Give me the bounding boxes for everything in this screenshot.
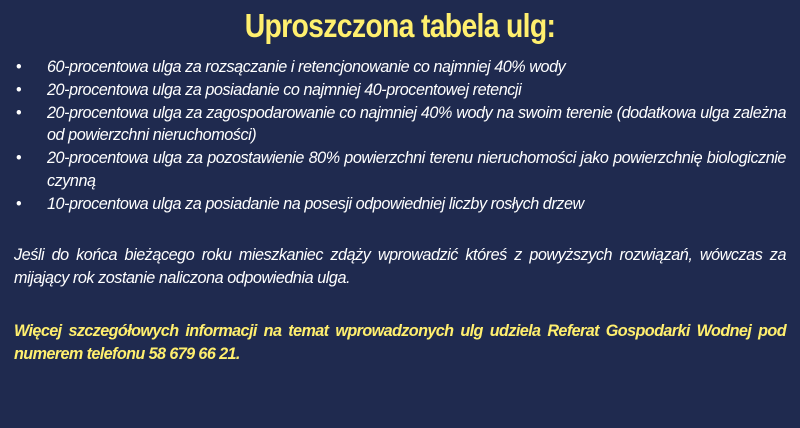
contact-note: Więcej szczegółowych informacji na temat wprowadzonych ulg udziela Referat Gospodarki Wodnej pod numerem telefonu 58 679 66 21.: [14, 321, 786, 363]
bullet-icon: •: [16, 194, 22, 213]
list-item: [14, 193, 786, 216]
list-item: [14, 56, 786, 79]
list-item-text: 10-procentowa ulga za posiadanie na posesji odpowiedniej liczby rosłych drzew: [47, 194, 584, 213]
bullet-icon: •: [16, 80, 22, 99]
list-item-text: 20-procentowa ulga za zagospodarowanie co najmniej 40% wody na swoim terenie (dodatkowa ulga zależna od powierzchni nieruchomości): [47, 103, 786, 145]
list-item-text: 60-procentowa ulga za rozsączanie i retencjonowanie co najmniej 40% wody: [47, 58, 566, 76]
bullet-icon: •: [16, 149, 22, 168]
list-item-text: 20-procentowa ulga za pozostawienie 80% powierzchni terenu nieruchomości jako powierzchnię biologicznie czynną: [47, 149, 786, 190]
relief-list: [14, 56, 786, 216]
bullet-icon: •: [16, 58, 22, 76]
list-item: [14, 79, 786, 102]
list-item-text: 20-procentowa ulga za posiadanie co najmniej 40-procentowej retencji: [47, 80, 522, 99]
page-title: Uproszczona tabela ulg:: [244, 7, 556, 44]
list-item: [14, 102, 786, 148]
bullet-icon: •: [16, 103, 22, 122]
info-paragraph: Jeśli do końca bieżącego roku mieszkaniec zdąży wprowadzić któreś z powyższych rozwiązań, wówczas za mijający rok zostanie naliczona odpowiednia ulga.: [14, 245, 786, 287]
list-item: [14, 147, 786, 193]
